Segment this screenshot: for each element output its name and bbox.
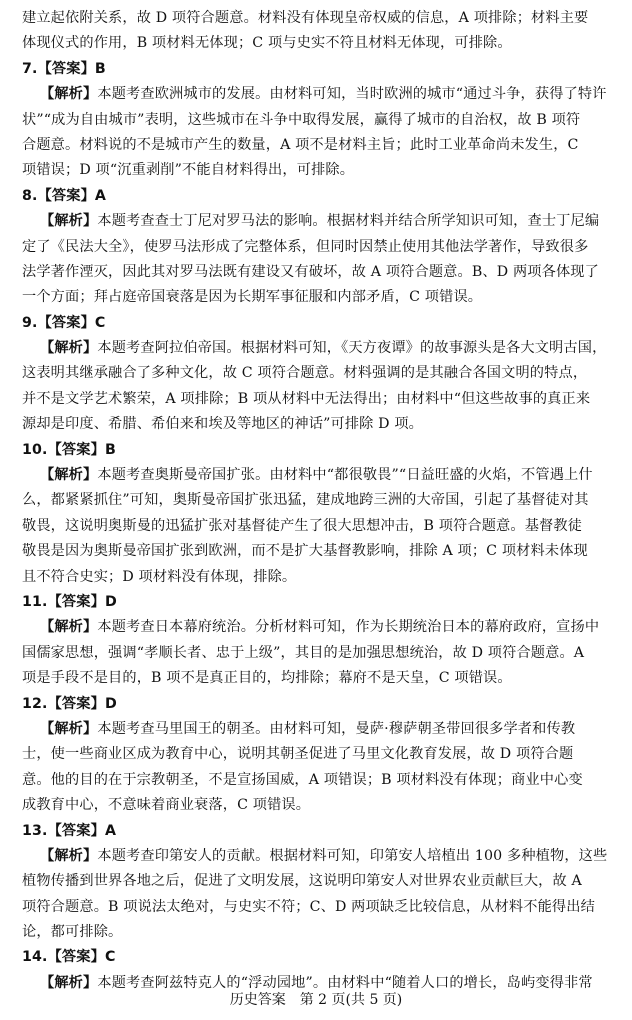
analysis-text: 本题考查马里国王的朝圣。由材料可知，曼萨·穆萨朝圣带回很多学者和传教 [97,720,576,737]
question-number: 11. [22,593,48,610]
analysis-line [22,158,618,183]
analysis-tag: 【解析】 [40,86,98,103]
analysis-line [22,869,618,894]
analysis-text: 本题考查印第安人的贡献。根据材料可知，印第安人培植出 100 多种植物，这些 [97,847,608,864]
question-block [22,57,618,184]
analysis-text: 敬畏是因为奥斯曼帝国扩张到欧洲，而不是扩大基督教影响，排除 A 项；C 项材料未体现 [22,543,588,560]
analysis-line [22,387,618,412]
answer-tag: 【答案】 [47,822,105,839]
analysis-text: 本题考查奥斯曼帝国扩张。由材料中“都很敬畏”“日益旺盛的火焰，不管遇上什 [97,467,593,484]
analysis-text: 一个方面；拜占庭帝国衰落是因为长期军事征服和内部矛盾，C 项错误。 [22,289,483,306]
question-number: 8. [22,187,38,204]
analysis-line [22,742,618,767]
analysis-text: 源却是印度、希腊、希伯来和埃及等地区的神话”可排除 D 项。 [22,416,424,433]
answer-tag: 【答案】 [37,187,95,204]
answer-line [22,590,618,615]
analysis-text: 这表明其继承融合了多种文化，故 C 项符合题意。材料强调的是其融合各国文明的特点， [22,365,588,382]
analysis-tag: 【解析】 [40,720,98,737]
analysis-line [22,793,618,818]
analysis-line [22,412,618,437]
analysis-text: 项符合题意。B 项说法太绝对，与史实不符；C、D 两项缺乏比较信息，从材料不能得出结 [22,898,595,915]
answer-letter: B [94,60,106,77]
analysis-tag: 【解析】 [40,974,98,991]
answer-tag: 【答案】 [47,949,105,966]
question-block [22,311,618,438]
analysis-text: 士，使一些商业区成为教育中心，说明其朝圣促进了马里文化教育发展，故 D 项符合题 [22,746,574,763]
analysis-line [22,361,618,386]
answer-letter: B [104,441,116,458]
analysis-line [22,768,618,793]
analysis-line [22,615,618,640]
intro-continuation [22,6,618,57]
analysis-text: 法学著作湮灭，因此其对罗马法既有建设又有破坏，故 A 项符合题意。B、D 两项各体现了 [22,263,599,280]
question-block [22,184,618,311]
analysis-text: 项是手段不是目的，B 项不是真正目的，均排除；幕府不是天皇，C 项错误。 [22,670,512,687]
analysis-text: 并不是文学艺术繁荣，A 项排除；B 项从材料中无法得出；由材料中“但这些故事的真正来 [22,390,591,407]
analysis-line [22,717,618,742]
answer-line [22,311,618,336]
analysis-tag: 【解析】 [40,340,98,357]
question-block [22,819,618,946]
answer-tag: 【答案】 [47,695,105,712]
analysis-line [22,514,618,539]
analysis-tag: 【解析】 [40,213,98,230]
analysis-text: 且不符合史实；D 项材料没有体现，排除。 [22,568,297,585]
analysis-text: 项错误；D 项“沉重剥削”不能自材料得出，可排除。 [22,162,355,179]
answer-line [22,945,618,970]
answer-line [22,692,618,717]
analysis-text: 状”“成为自由城市”表明，这些城市在斗争中取得发展，赢得了城市的自治权，故 B 项符 [22,111,581,128]
analysis-text: 敬畏，这说明奥斯曼的迅猛扩张对基督徒产生了很大思想冲击，B 项符合题意。基督教徒 [22,517,583,534]
analysis-line [22,539,618,564]
answer-tag: 【答案】 [37,60,95,77]
answer-letter: A [94,187,107,204]
analysis-line [22,844,618,869]
analysis-text: 本题考查日本幕府统治。分析材料可知，作为长期统治日本的幕府政府，宣扬中 [97,619,600,636]
answer-tag: 【答案】 [37,314,95,331]
analysis-text: 本题考查欧洲城市的发展。由材料可知，当时欧洲的城市“通过斗争，获得了特许 [97,86,607,103]
analysis-line [22,488,618,513]
page-footer: 历史答案 第 2 页(共 5 页) [229,992,403,1008]
analysis-tag: 【解析】 [40,467,98,484]
analysis-text: 国儒家思想，强调“孝顺长者、忠于上级”，其目的是加强思想统治，故 D 项符合题意。A [22,644,585,661]
answer-letter: C [94,314,106,331]
analysis-line [22,285,618,310]
analysis-text: 成教育中心，不意味着商业衰落，C 项错误。 [22,797,311,814]
analysis-line [22,260,618,285]
analysis-line [22,235,618,260]
question-list [22,57,618,996]
answer-letter: C [104,949,116,966]
analysis-tag: 【解析】 [40,619,98,636]
analysis-line [22,666,618,691]
analysis-tag: 【解析】 [40,847,98,864]
question-block [22,692,618,819]
question-number: 10. [22,441,48,458]
page-content [22,6,618,996]
question-number: 13. [22,822,48,839]
answer-letter: D [104,695,117,712]
intro-line: 建立起依附关系，故 D 项符合题意。材料没有体现皇帝权威的信息，A 项排除；材料主要 [22,10,589,26]
analysis-line [22,920,618,945]
question-block [22,438,618,590]
answer-tag: 【答案】 [47,593,105,610]
analysis-text: 意。他的目的在于宗教朝圣，不是宣扬国威，A 项错误；B 项材料没有体现；商业中心变 [22,771,583,788]
analysis-text: 论，都可排除。 [22,924,123,941]
answer-letter: D [104,593,117,610]
analysis-text: 本题考查阿兹特克人的“浮动园地”。由材料中“随着人口的增长，岛屿变得非常 [97,974,593,991]
analysis-text: 本题考查查士丁尼对罗马法的影响。根据材料并结合所学知识可知，查士丁尼编 [97,213,600,230]
analysis-text: 植物传播到世界各地之后，促进了文明发展，这说明印第安人对世界农业贡献巨大，故 A [22,873,582,890]
analysis-text: 定了《民法大全》，使罗马法形成了完整体系，但同时因禁止使用其他法学著作，导致很多 [22,238,589,255]
question-block [22,590,618,692]
analysis-line [22,82,618,107]
answer-line [22,57,618,82]
answer-letter: A [104,822,117,839]
analysis-text: 合题意。材料说的不是城市产生的数量，A 项不是材料主旨；此时工业革命尚未发生，C [22,136,579,153]
analysis-line [22,209,618,234]
intro-line: 体现仪式的作用，B 项材料无体现；C 项与史实不符且材料无体现，可排除。 [22,35,512,52]
question-number: 12. [22,695,48,712]
analysis-line [22,641,618,666]
answer-tag: 【答案】 [47,441,105,458]
question-number: 9. [22,314,38,331]
analysis-line [22,108,618,133]
analysis-line [22,133,618,158]
answer-line [22,184,618,209]
analysis-line [22,565,618,590]
analysis-line [22,895,618,920]
analysis-line [22,336,618,361]
answer-line [22,438,618,463]
analysis-line [22,463,618,488]
analysis-text: 么，都紧紧抓住”可知，奥斯曼帝国扩张迅猛，建成地跨三洲的大帝国，引起了基督徒对其 [22,492,589,509]
answer-line [22,819,618,844]
analysis-text: 本题考查阿拉伯帝国。根据材料可知，《天方夜谭》的故事源头是各大文明古国， [97,340,607,357]
question-number: 7. [22,60,38,77]
question-number: 14. [22,949,48,966]
